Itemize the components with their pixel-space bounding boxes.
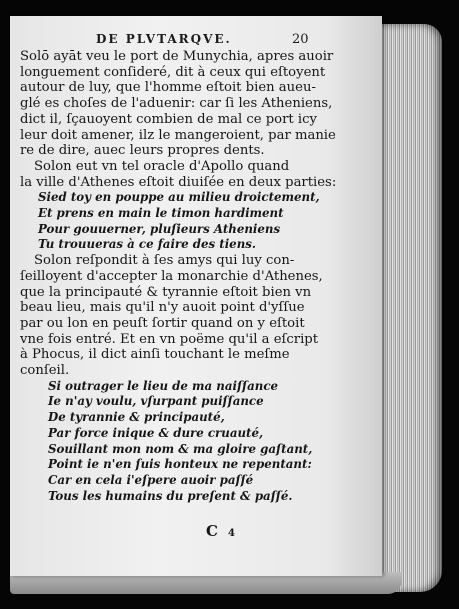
signature-letter: C xyxy=(206,522,218,540)
verse-line: Pour gouuerner, pluſieurs Atheniens xyxy=(38,221,281,236)
verse-line: Souillant mon nom & ma gloire gaſtant, xyxy=(48,441,313,456)
text-line: à Phocus, il dict ainſi touchant le meſme xyxy=(20,347,290,363)
book-page xyxy=(10,16,382,576)
open-book xyxy=(10,16,442,596)
text-line: glé es choſes de l'aduenir: car ſi les Atheniens, xyxy=(20,96,333,112)
text-line: longuement conſideré, dit à ceux qui eſtoyent xyxy=(20,64,326,80)
text-line: leur doit amener, ilz le mangeroient, par manie xyxy=(20,127,336,143)
signature-mark xyxy=(206,522,235,540)
text-line: Solon eut vn tel oracle d'Apollo quand xyxy=(34,158,290,174)
text-line: que la principauté & tyrannie eſtoit bien vn xyxy=(20,284,312,300)
verse-line: Ie n'ay voulu, vſurpant puiſſance xyxy=(48,394,264,409)
text-line: re de dire, auec leurs propres dents. xyxy=(20,143,265,159)
verse-line: Tu trouueras à ce faire des tiens. xyxy=(38,237,257,252)
verse-line: Tous les humains du preſent & paſſé. xyxy=(48,488,293,503)
text-line: ſeilloyent d'accepter la monarchie d'Athenes, xyxy=(20,268,323,284)
page-text xyxy=(20,49,375,504)
text-line: Solō ayāt veu le port de Munychia, apres auoir xyxy=(20,49,334,64)
page-number: 20 xyxy=(292,32,309,47)
running-title: DE PLVTARQVE. xyxy=(96,32,232,46)
verse-line: Et prens en main le timon hardiment xyxy=(38,206,284,221)
page-edges xyxy=(382,24,442,592)
verse-line: Car en cela i'eſpere auoir paſſé xyxy=(48,472,254,487)
text-line: vne fois entré. Et en vn poëme qu'il a eſcript xyxy=(20,331,319,347)
verse-line: Si outrager le lieu de ma naiſſance xyxy=(48,378,279,393)
text-line: dict il, ſçauoyent combien de mal ce port icy xyxy=(20,111,317,127)
verse-line: Par force inique & dure cruauté, xyxy=(48,425,264,440)
text-line: Solon reſpondit à ſes amys qui luy con- xyxy=(34,253,295,269)
text-line: autour de luy, que l'homme eſtoit bien aueu- xyxy=(20,80,316,96)
verse-line: Sied toy en pouppe au milieu droictement, xyxy=(38,190,320,205)
text-line: conſeil. xyxy=(20,363,70,379)
signature-number: 4 xyxy=(227,528,235,539)
text-line: par ou lon en peuſt ſortir quand on y eſtoit xyxy=(20,315,305,331)
text-line: la ville d'Athenes eſtoit diuiſée en deux parties: xyxy=(20,174,337,190)
verse-line: Point ie n'en ſuis honteux ne repentant: xyxy=(48,457,312,472)
verse-line: De tyrannie & principauté, xyxy=(48,410,225,425)
text-line: beau lieu, mais qu'il n'y auoit point d'yſſue xyxy=(20,300,305,316)
